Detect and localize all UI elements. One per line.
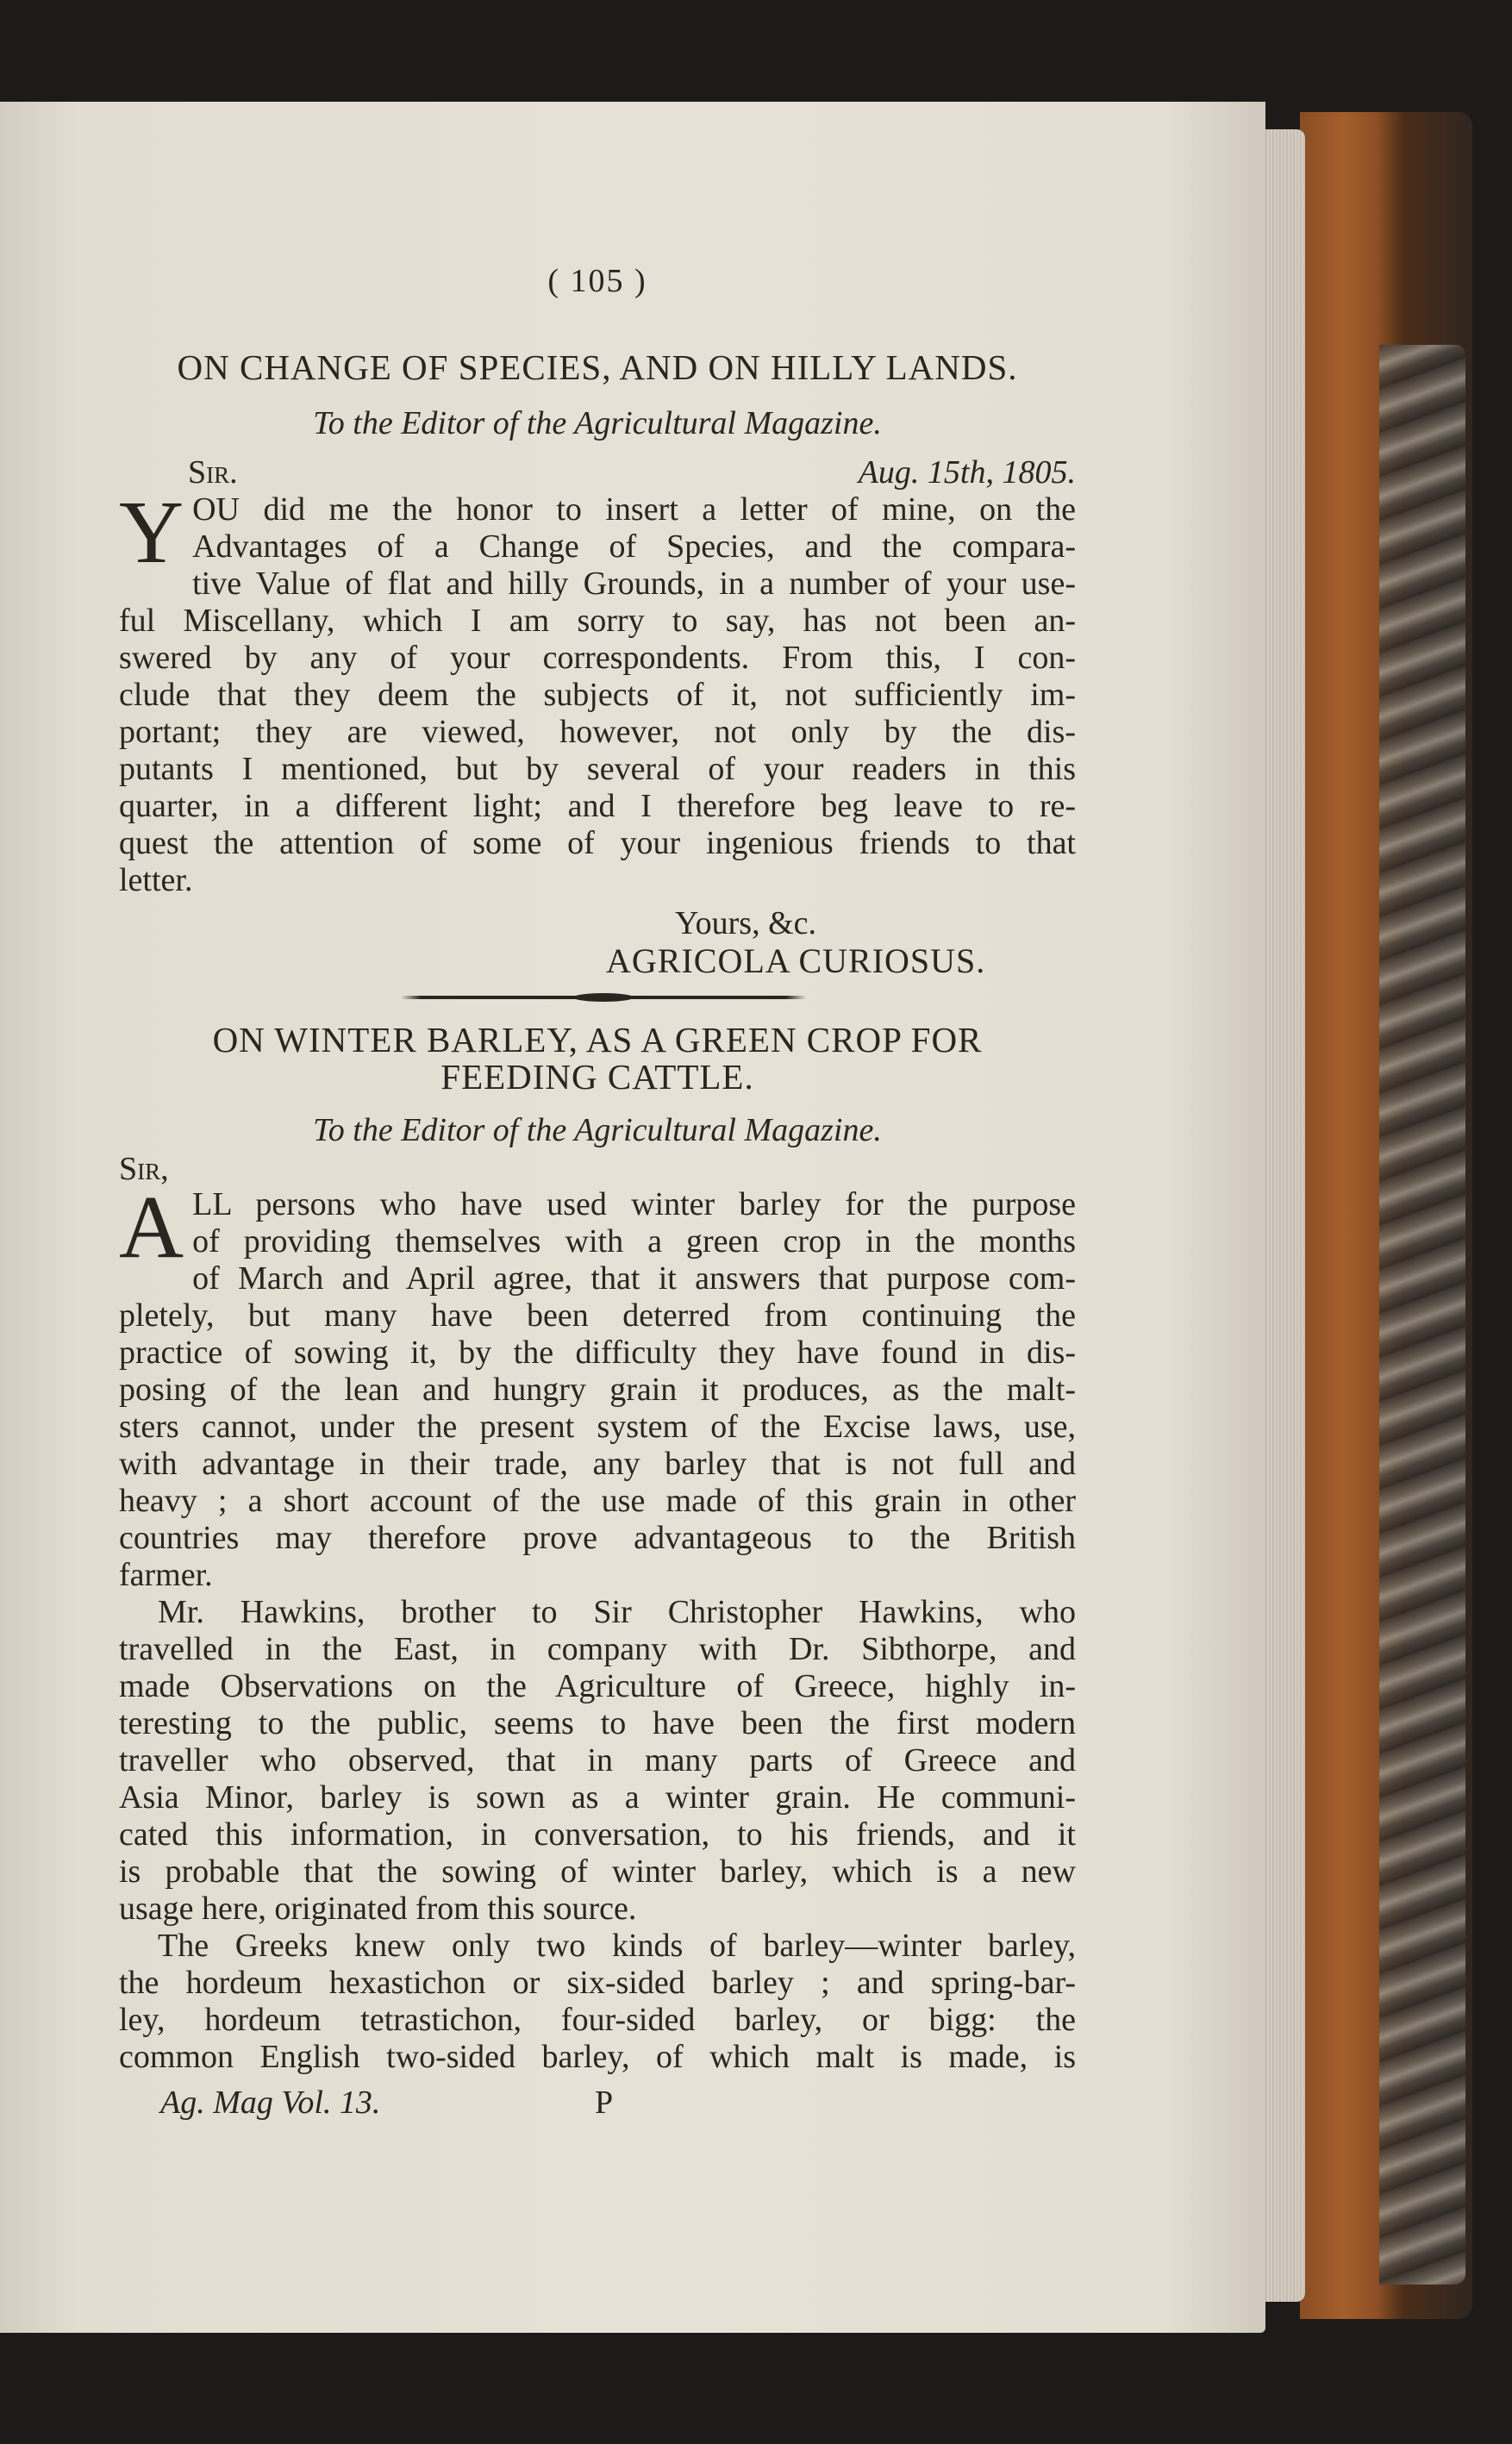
text-line: is probable that the sowing of winter barley, which is a new [119, 1853, 1076, 1890]
drop-cap: A [119, 1178, 184, 1277]
signature-mark: Ag. Mag Vol. 13. [160, 2085, 381, 2121]
text-line: LL persons who have used winter barley for the purpose [192, 1186, 1076, 1222]
drop-cap: Y [119, 483, 184, 582]
text-line: of providing themselves with a green crop in the months [192, 1223, 1076, 1260]
text-line: tive Value of flat and hilly Grounds, in a number of your use- [192, 566, 1076, 602]
letter-signature: AGRICOLA CURIOSUS. [606, 941, 986, 980]
text-line: of March and April agree, that it answers that purpose com- [192, 1260, 1076, 1297]
article-title: FEEDING CATTLE. [440, 1057, 754, 1097]
article-title: ON CHANGE OF SPECIES, AND ON HILLY LANDS. [177, 347, 1018, 387]
text-line: Mr. Hawkins, brother to Sir Christopher Hawkins, who [158, 1594, 1076, 1630]
text-line: ley, hordeum tetrastichon, four-sided barley, or bigg: the [119, 2002, 1076, 2038]
text-line: common English two-sided barley, of which malt is made, is [119, 2039, 1076, 2075]
letter-body [119, 1178, 1076, 2076]
salutation: Sir. [188, 454, 238, 491]
marbled-board [1379, 345, 1465, 2285]
salutation: Sir, [119, 1151, 169, 1187]
gathering-letter: P [595, 2085, 614, 2121]
page-number: ( 105 ) [547, 263, 647, 299]
text-line: putants I mentioned, but by several of your readers in this [119, 751, 1076, 787]
letter-date: Aug. 15th, 1805. [858, 454, 1076, 491]
text-line: practice of sowing it, by the difficulty they have found in dis- [119, 1335, 1076, 1371]
article-title: ON WINTER BARLEY, AS A GREEN CROP FOR [212, 1020, 983, 1059]
editor-address: To the Editor of the Agricultural Magazine. [313, 405, 882, 441]
text-line: letter. [119, 862, 193, 898]
text-line: with advantage in their trade, any barley that is not full and [119, 1446, 1076, 1482]
text-line: ful Miscellany, which I am sorry to say, has not been an- [119, 603, 1076, 639]
text-line: travelled in the East, in company with Dr. Sibthorpe, and [119, 1631, 1076, 1667]
editor-address: To the Editor of the Agricultural Magazine. [313, 1112, 882, 1148]
text-line: heavy ; a short account of the use made of this grain in other [119, 1483, 1076, 1519]
text-line: swered by any of your correspondents. From this, I con- [119, 640, 1076, 676]
text-line: quest the attention of some of your ingenious friends to that [119, 825, 1076, 861]
text-line: portant; they are viewed, however, not only by the dis- [119, 714, 1076, 750]
text-line: pletely, but many have been deterred from continuing the [119, 1297, 1076, 1334]
text-line: Advantages of a Change of Species, and the compara- [192, 528, 1076, 565]
text-line: clude that they deem the subjects of it, not sufficiently im- [119, 677, 1076, 713]
text-line: usage here, originated from this source. [119, 1891, 637, 1927]
letter-closing: Yours, &c. [675, 905, 817, 941]
text-line: cated this information, in conversation, to his friends, and it [119, 1816, 1076, 1853]
text-line: sters cannot, under the present system of the Excise laws, use, [119, 1409, 1076, 1445]
text-line: Asia Minor, barley is sown as a winter grain. He communi- [119, 1779, 1076, 1816]
text-line: traveller who observed, that in many parts of Greece and [119, 1742, 1076, 1778]
text-line: posing of the lean and hungry grain it produces, as the malt- [119, 1372, 1076, 1408]
salutation-line [119, 454, 1076, 491]
section-divider [401, 996, 806, 999]
text-line: OU did me the honor to insert a letter of mine, on the [192, 491, 1076, 528]
text-line: teresting to the public, seems to have been the first modern [119, 1705, 1076, 1741]
text-line: farmer. [119, 1557, 213, 1593]
page-footer [119, 2085, 1076, 2126]
text-line: The Greeks knew only two kinds of barley—winter barley, [158, 1928, 1076, 1964]
text-line: made Observations on the Agriculture of Greece, highly in- [119, 1668, 1076, 1704]
text-line: quarter, in a different light; and I therefore beg leave to re- [119, 788, 1076, 824]
text-line: countries may therefore prove advantageous to the British [119, 1520, 1076, 1556]
letter-body [119, 483, 1076, 899]
text-line: the hordeum hexastichon or six-sided barley ; and spring-bar- [119, 1965, 1076, 2001]
